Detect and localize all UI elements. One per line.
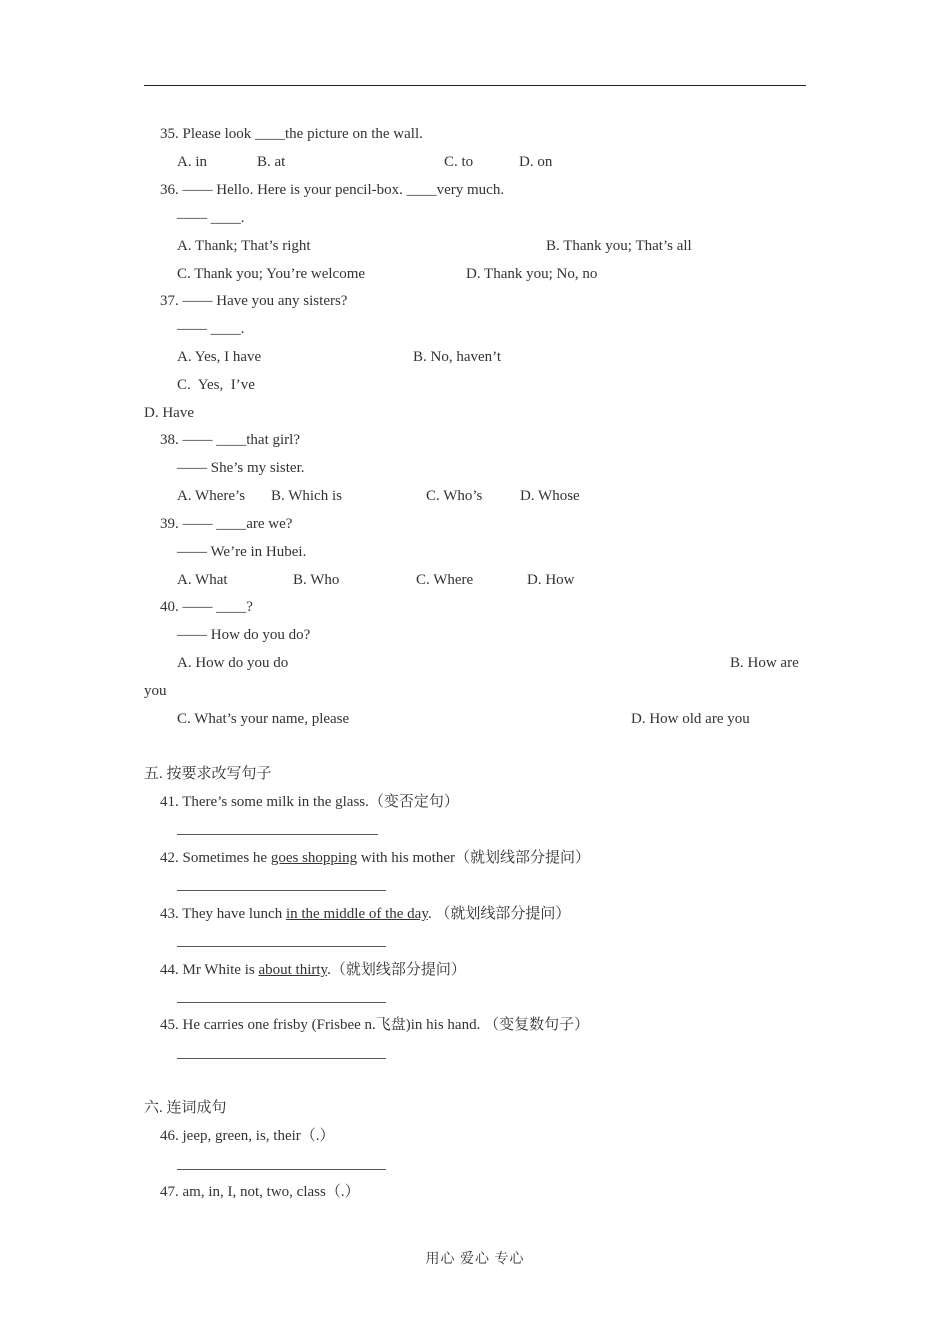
question-36-stem: 36. —— Hello. Here is your pencil-box. ____very much. [160,182,505,198]
question-35-option-c: C. to [444,154,474,170]
question-36-option-c: C. Thank you; You’re welcome [177,266,366,282]
question-36-reply: —— ____. [177,210,245,226]
question-41-text: 41. There’s some milk in the glass. [160,794,369,810]
question-37-option-d: D. Have [144,405,194,421]
question-44-text: 44. Mr White is [160,962,259,978]
question-42 [160,848,590,868]
answer-line-41[interactable] [177,834,378,835]
question-35-option-b: B. at [257,154,286,170]
question-43-underlined: in the middle of the day [285,906,428,922]
question-36-option-a: A. Thank; That’s right [177,238,311,254]
question-39-option-a: A. What [177,572,228,588]
question-38-option-b: B. Which is [271,488,342,504]
question-45-instruction: （变复数句子） [480,1017,590,1033]
question-43-text: 43. They have lunch [160,906,286,922]
page-footer: 用心 爱心 专心 [425,1252,525,1267]
question-40-reply: —— How do you do? [177,627,311,643]
question-44-underlined: about thirty [258,962,328,978]
question-46: 46. jeep, green, is, their（.） [160,1128,335,1144]
question-37-option-c: C. Yes, I’ve [177,377,255,393]
section-5-title: 五. 按要求改写句子 [144,766,272,782]
question-35-stem: 35. Please look ____the picture on the wall. [160,126,423,142]
question-42-text: 42. Sometimes he [160,850,271,866]
question-37-reply: —— ____. [177,321,245,337]
question-39-stem: 39. —— ____are we? [160,516,293,532]
question-47: 47. am, in, I, not, two, class（.） [160,1184,360,1200]
question-38-option-a: A. Where’s [177,488,246,504]
answer-line-46[interactable] [177,1169,386,1170]
question-35-option-d: D. on [519,154,553,170]
question-42-underlined: goes shopping [270,850,358,866]
question-44-instruction: .（就划线部分提问） [327,962,466,978]
question-38-reply: —— She’s my sister. [177,460,305,476]
section-6-title: 六. 连词成句 [144,1100,227,1116]
answer-line-42[interactable] [177,890,386,891]
question-41 [160,792,459,812]
question-38-stem: 38. —— ____that girl? [160,432,300,448]
question-35-option-a: A. in [177,154,207,170]
question-39-option-c: C. Where [416,572,474,588]
answer-line-43[interactable] [177,946,386,947]
question-36-option-d: D. Thank you; No, no [466,266,598,282]
question-40-option-b-wrap: you [144,683,167,699]
answer-line-45[interactable] [177,1058,386,1059]
question-39-reply: —— We’re in Hubei. [177,544,307,560]
answer-line-44[interactable] [177,1002,386,1003]
question-43-instruction: . （就划线部分提问） [427,906,571,922]
question-37-stem: 37. —— Have you any sisters? [160,293,348,309]
question-45 [160,1015,589,1035]
question-40-option-b: B. How are [730,655,799,671]
question-45-text: 45. He carries one frisby (Frisbee n.飞盘)in his hand. [160,1017,481,1033]
question-36-option-b: B. Thank you; That’s all [546,238,692,254]
question-41-instruction: （变否定句） [368,794,459,810]
question-39-option-b: B. Who [293,572,340,588]
question-38-option-c: C. Who’s [426,488,483,504]
question-40-option-d: D. How old are you [631,711,750,727]
header-rule [144,85,806,86]
question-44 [160,960,466,980]
question-37-option-a: A. Yes, I have [177,349,262,365]
question-42-instruction: with his mother（就划线部分提问） [357,850,590,866]
question-40-option-c: C. What’s your name, please [177,711,350,727]
question-37-option-b: B. No, haven’t [413,349,502,365]
question-39-option-d: D. How [527,572,575,588]
question-40-option-a: A. How do you do [177,655,289,671]
question-38-option-d: D. Whose [520,488,580,504]
question-40-stem: 40. —— ____? [160,599,253,615]
question-43 [160,904,570,924]
